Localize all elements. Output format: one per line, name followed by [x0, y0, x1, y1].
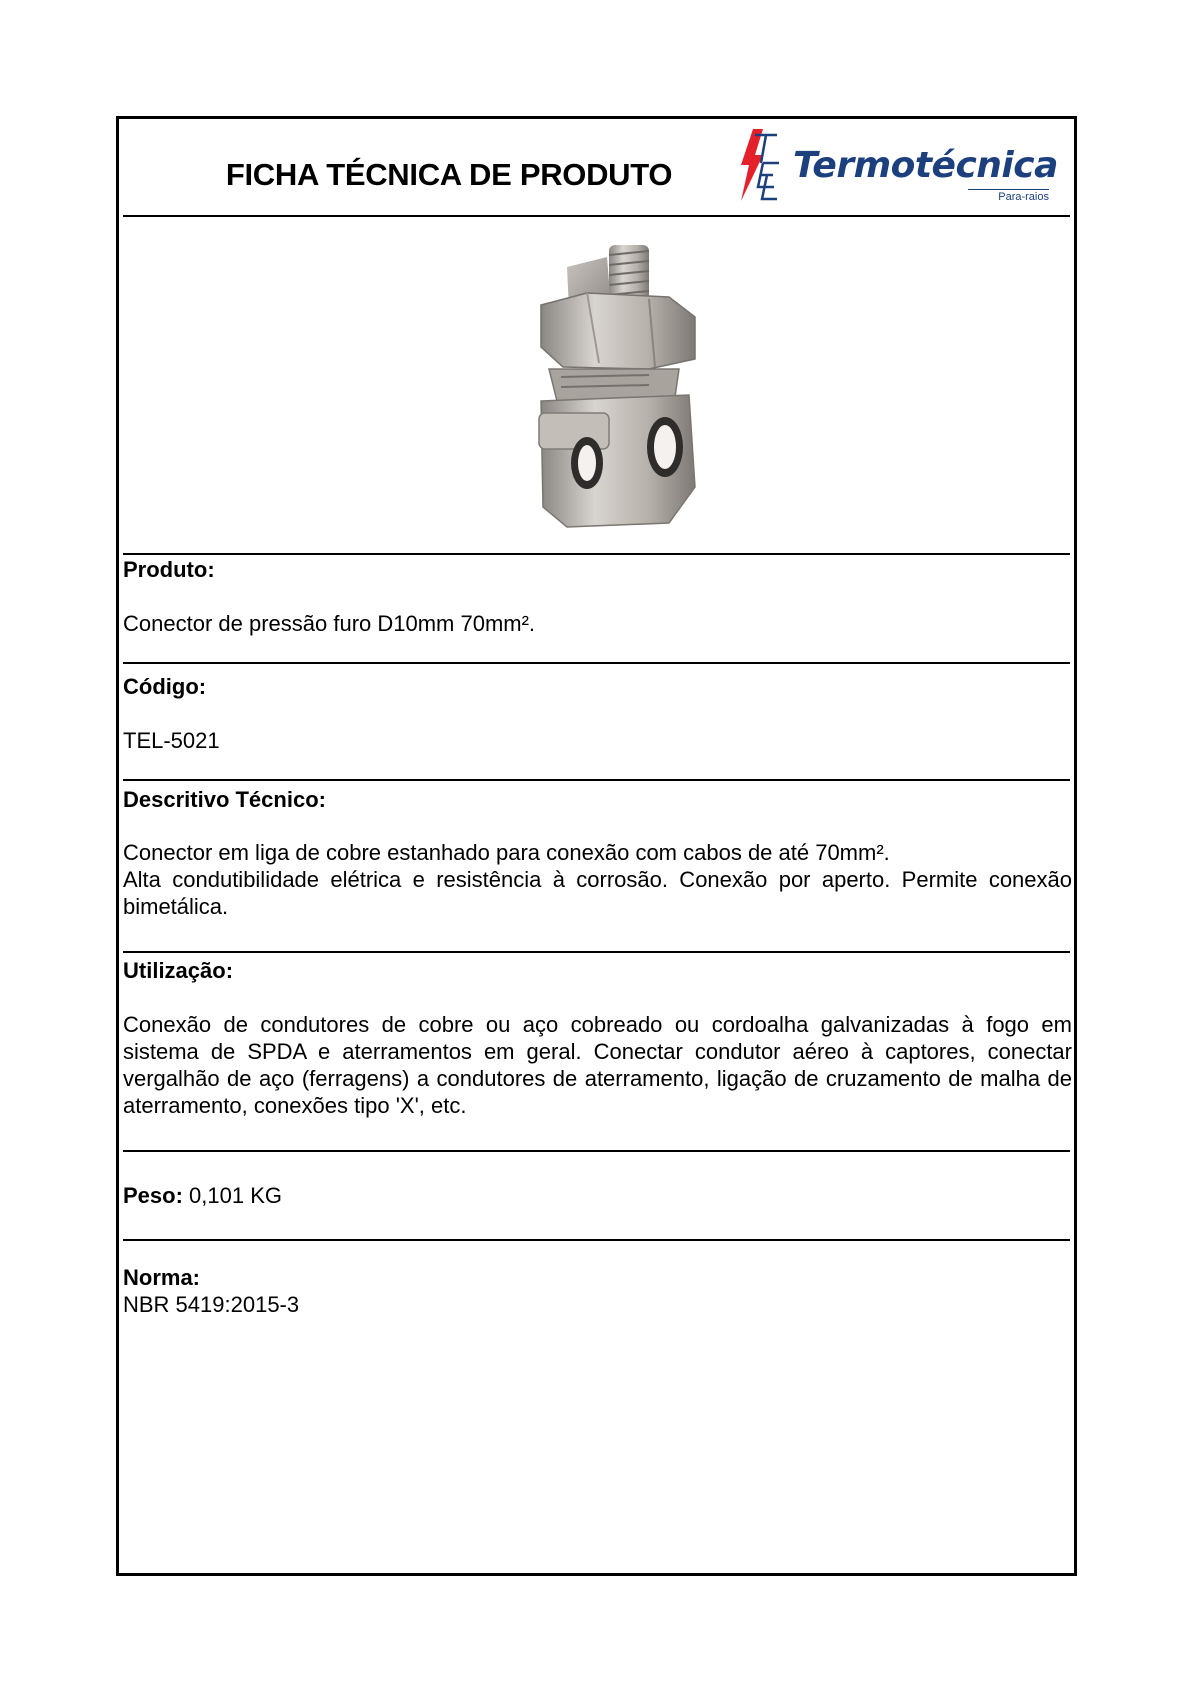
- descritivo-text: [123, 839, 1072, 920]
- logo-brand-name: Termotécnica: [793, 145, 1058, 186]
- divider: [123, 779, 1070, 781]
- divider: [123, 1239, 1070, 1241]
- pressure-connector-photo-icon: [499, 237, 729, 547]
- codigo-value: TEL-5021: [123, 728, 220, 753]
- divider: [123, 215, 1070, 217]
- norma-label: Norma:: [123, 1265, 201, 1290]
- codigo-label: Código:: [123, 674, 207, 699]
- produto-label: Produto:: [123, 557, 215, 582]
- peso-row: [123, 1183, 282, 1209]
- divider: [123, 951, 1070, 953]
- descritivo-label: Descritivo Técnico:: [123, 787, 326, 812]
- logo-tagline: Para-raios: [968, 189, 1049, 203]
- utilizacao-label: Utilização:: [123, 958, 234, 983]
- divider: [123, 662, 1070, 664]
- peso-value: 0,101 KG: [189, 1183, 282, 1208]
- tel-logo-mark-icon: [733, 125, 797, 205]
- divider: [123, 553, 1070, 555]
- datasheet-frame: [116, 116, 1077, 1576]
- utilizacao-text: Conexão de condutores de cobre ou aço cobreado ou cordoalha galvanizadas à fogo em sistema de SPDA e aterramentos em geral. Conectar condutor aéreo à captores, conectar vergalhão de aço (ferragens) a condutores de aterramento, ligação de cruzamento de malha de aterramento, conexões tipo 'X', etc.: [123, 1012, 1072, 1118]
- divider: [123, 1150, 1070, 1152]
- page-title: FICHA TÉCNICA DE PRODUTO: [225, 157, 673, 192]
- descritivo-line-1: Conector em liga de cobre estanhado para conexão com cabos de até 70mm².: [123, 840, 890, 865]
- norma-value: NBR 5419:2015-3: [123, 1292, 300, 1317]
- produto-value: Conector de pressão furo D10mm 70mm².: [123, 611, 536, 636]
- descritivo-line-2: Alta condutibilidade elétrica e resistência à corrosão. Conexão por aperto. Permite conexão bimetálica.: [123, 867, 1072, 919]
- peso-label: Peso:: [123, 1183, 183, 1208]
- company-logo: [733, 125, 1063, 205]
